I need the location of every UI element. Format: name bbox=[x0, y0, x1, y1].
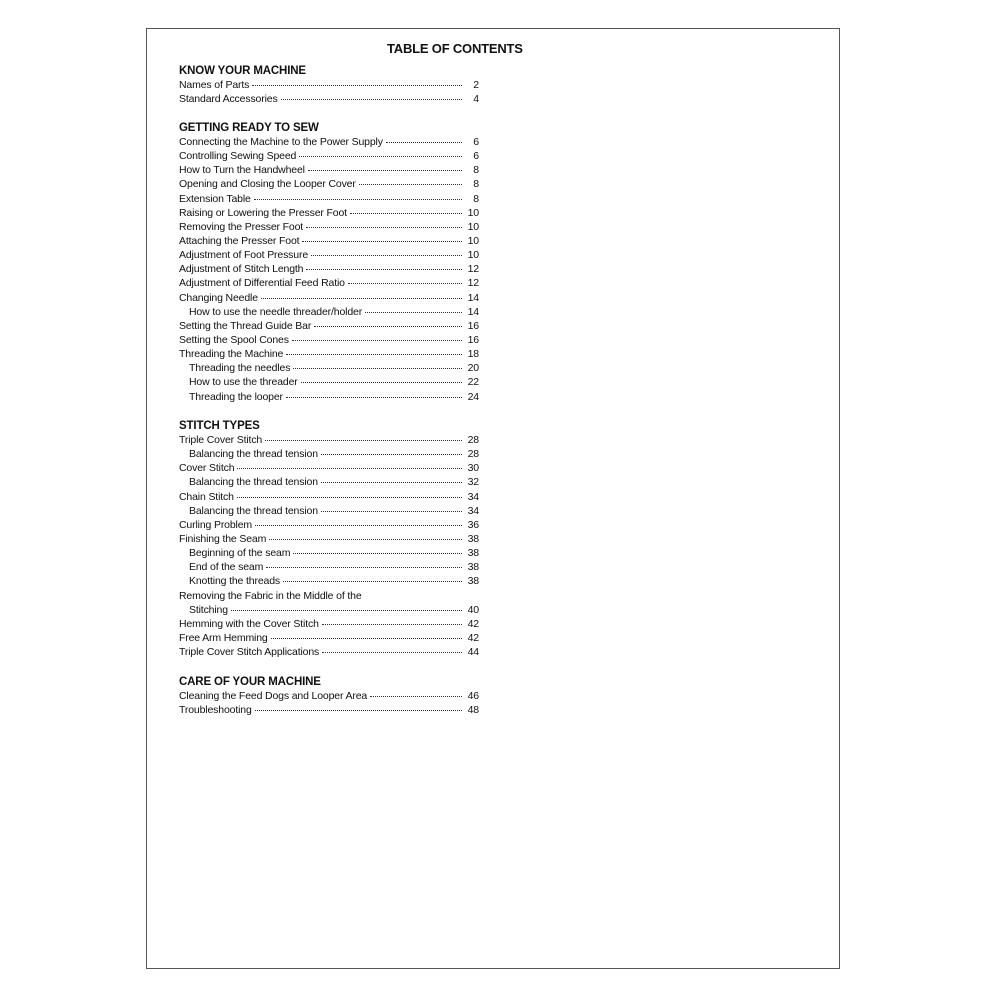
dot-leader bbox=[255, 710, 462, 711]
section-heading: KNOW YOUR MACHINE bbox=[179, 65, 306, 77]
section-heading: STITCH TYPES bbox=[179, 420, 260, 432]
toc-entry[interactable] bbox=[179, 333, 479, 347]
toc-entry[interactable] bbox=[179, 518, 479, 532]
toc-entry-page-number: 42 bbox=[467, 631, 479, 644]
dot-leader bbox=[302, 241, 462, 242]
toc-entry-label: Threading the Machine bbox=[179, 348, 284, 361]
dot-leader bbox=[237, 497, 462, 498]
toc-entry[interactable] bbox=[179, 192, 479, 206]
toc-entry-label: Free Arm Hemming bbox=[179, 631, 268, 644]
dot-leader bbox=[322, 652, 462, 653]
toc-entry-page-number: 10 bbox=[467, 206, 479, 219]
toc-section bbox=[179, 121, 479, 404]
toc-entry-page-number: 38 bbox=[467, 575, 479, 588]
toc-entry-page-number: 20 bbox=[467, 362, 479, 375]
dot-leader bbox=[386, 142, 462, 143]
toc-entry-label: Threading the needles bbox=[189, 362, 291, 375]
dot-leader bbox=[321, 454, 462, 455]
dot-leader bbox=[265, 440, 462, 441]
dot-leader bbox=[286, 354, 462, 355]
dot-leader bbox=[311, 255, 462, 256]
toc-entry-label: Removing the Presser Foot bbox=[179, 220, 304, 233]
toc-entry[interactable] bbox=[179, 617, 479, 631]
toc-entry-page-number: 42 bbox=[467, 617, 479, 630]
dot-leader bbox=[350, 213, 462, 214]
toc-entry-label: Balancing the thread tension bbox=[189, 448, 318, 461]
toc-entry-page-number: 46 bbox=[467, 690, 479, 702]
toc-entry[interactable] bbox=[179, 234, 479, 248]
toc-entry-label: Chain Stitch bbox=[179, 490, 234, 503]
toc-entry-label: Controlling Sewing Speed bbox=[179, 150, 297, 163]
toc-entry-page-number: 6 bbox=[473, 150, 479, 163]
toc-entry-label: Triple Cover Stitch Applications bbox=[179, 646, 320, 659]
toc-entry-label: How to use the threader bbox=[189, 376, 298, 389]
toc-entry[interactable] bbox=[179, 574, 479, 588]
toc-entry-label: Names of Parts bbox=[179, 79, 250, 91]
toc-entry-page-number: 48 bbox=[467, 704, 479, 717]
toc-entry-label: Beginning of the seam bbox=[189, 547, 291, 560]
toc-entry[interactable] bbox=[179, 92, 479, 106]
toc-entry-page-number: 38 bbox=[467, 532, 479, 545]
toc-entry-label: Threading the looper bbox=[189, 390, 283, 403]
toc-entry-label: Setting the Thread Guide Bar bbox=[179, 319, 312, 332]
toc-entry-page-number: 10 bbox=[467, 249, 479, 262]
toc-entry-page-number: 38 bbox=[467, 547, 479, 560]
toc-entry-label: Extension Table bbox=[179, 192, 251, 205]
toc-entry-label: Adjustment of Differential Feed Ratio bbox=[179, 277, 345, 290]
dot-leader bbox=[322, 624, 462, 625]
toc-entry[interactable] bbox=[179, 149, 479, 163]
toc-entry-page-number: 8 bbox=[473, 164, 479, 177]
toc-entry-page-number: 16 bbox=[467, 333, 479, 346]
toc-entry-page-number: 12 bbox=[467, 263, 479, 276]
toc-entry-page-number: 22 bbox=[467, 376, 479, 389]
toc-entry-page-number: 40 bbox=[467, 603, 479, 616]
toc-entry[interactable] bbox=[179, 703, 479, 717]
dot-leader bbox=[252, 85, 462, 86]
toc-entry-page-number: 6 bbox=[473, 136, 479, 148]
toc-entry-page-number: 18 bbox=[467, 348, 479, 361]
toc-entry-label: Knotting the threads bbox=[189, 575, 280, 588]
toc-entry-label: Setting the Spool Cones bbox=[179, 333, 289, 346]
dot-leader bbox=[292, 340, 462, 341]
toc-entry-page-number: 28 bbox=[467, 448, 479, 461]
document-page bbox=[146, 28, 840, 969]
page-title: TABLE OF CONTENTS bbox=[387, 41, 523, 56]
toc-entry-label: Balancing the thread tension bbox=[189, 476, 318, 489]
toc-entry-label: Cover Stitch bbox=[179, 462, 235, 475]
toc-entry[interactable] bbox=[179, 135, 479, 149]
toc-entry[interactable] bbox=[179, 631, 479, 645]
dot-leader bbox=[255, 525, 462, 526]
dot-leader bbox=[293, 368, 462, 369]
toc-entry[interactable] bbox=[179, 447, 479, 461]
toc-entry[interactable] bbox=[179, 589, 479, 603]
toc-section bbox=[179, 64, 479, 106]
toc-entry[interactable] bbox=[179, 291, 479, 305]
toc-entry[interactable] bbox=[179, 248, 479, 262]
section-heading: CARE OF YOUR MACHINE bbox=[179, 676, 321, 688]
toc-entry-page-number: 36 bbox=[467, 518, 479, 531]
toc-entry[interactable] bbox=[179, 305, 479, 319]
toc-entry-label: Hemming with the Cover Stitch bbox=[179, 617, 319, 630]
dot-leader bbox=[321, 482, 462, 483]
toc-entry[interactable] bbox=[179, 461, 479, 475]
toc-entry[interactable] bbox=[179, 390, 479, 404]
toc-entry[interactable] bbox=[179, 163, 479, 177]
toc-entry-label: How to use the needle threader/holder bbox=[189, 305, 363, 318]
toc-entry-page-number: 30 bbox=[467, 462, 479, 475]
toc-section bbox=[179, 675, 479, 717]
dot-leader bbox=[314, 326, 462, 327]
toc-entry-page-number: 38 bbox=[467, 561, 479, 574]
toc-entry-label: Triple Cover Stitch bbox=[179, 434, 263, 446]
dot-leader bbox=[359, 184, 462, 185]
dot-leader bbox=[306, 269, 462, 270]
toc-entry[interactable] bbox=[179, 375, 479, 389]
toc-entry[interactable] bbox=[179, 546, 479, 560]
toc-entry[interactable] bbox=[179, 532, 479, 546]
dot-leader bbox=[365, 312, 462, 313]
dot-leader bbox=[293, 553, 462, 554]
dot-leader bbox=[283, 581, 462, 582]
toc-entry[interactable] bbox=[179, 276, 479, 290]
toc-entry-label: Raising or Lowering the Presser Foot bbox=[179, 206, 347, 219]
toc-entry-page-number: 8 bbox=[473, 192, 479, 205]
toc-entry-label: Adjustment of Stitch Length bbox=[179, 263, 304, 276]
toc-entry-label: Stitching bbox=[189, 603, 228, 616]
dot-leader bbox=[269, 539, 462, 540]
section-heading: GETTING READY TO SEW bbox=[179, 122, 319, 134]
toc-entry[interactable] bbox=[179, 206, 479, 220]
dot-leader bbox=[370, 696, 462, 697]
toc-entry-label: Curling Problem bbox=[179, 518, 253, 531]
toc-entry[interactable] bbox=[179, 262, 479, 276]
toc-entry-page-number: 14 bbox=[467, 291, 479, 304]
toc-entry-page-number: 28 bbox=[467, 434, 479, 446]
toc-entry-page-number: 14 bbox=[467, 305, 479, 318]
toc-entry[interactable] bbox=[179, 490, 479, 504]
toc-entry-label: Troubleshooting bbox=[179, 704, 252, 717]
dot-leader bbox=[286, 397, 462, 398]
dot-leader bbox=[254, 199, 462, 200]
toc-entry-page-number: 24 bbox=[467, 390, 479, 403]
dot-leader bbox=[348, 283, 462, 284]
toc-entry-page-number: 44 bbox=[467, 646, 479, 659]
toc-entry-label: Standard Accessories bbox=[179, 93, 278, 106]
toc-entry[interactable] bbox=[179, 689, 479, 703]
dot-leader bbox=[301, 382, 462, 383]
toc-entry[interactable] bbox=[179, 220, 479, 234]
toc-entry-label: Balancing the thread tension bbox=[189, 504, 318, 517]
dot-leader bbox=[266, 567, 462, 568]
toc-entry-label: Adjustment of Foot Pressure bbox=[179, 249, 309, 262]
toc-entry-label: Removing the Fabric in the Middle of the bbox=[179, 589, 362, 602]
toc-entry[interactable] bbox=[179, 603, 479, 617]
toc-entry-page-number: 34 bbox=[467, 504, 479, 517]
toc-entry[interactable] bbox=[179, 361, 479, 375]
toc-entry[interactable] bbox=[179, 347, 479, 361]
dot-leader bbox=[281, 99, 462, 100]
dot-leader bbox=[231, 610, 462, 611]
toc-entry[interactable] bbox=[179, 504, 479, 518]
toc-entry[interactable] bbox=[179, 560, 479, 574]
toc-entry-label: Opening and Closing the Looper Cover bbox=[179, 178, 356, 191]
dot-leader bbox=[261, 298, 462, 299]
toc-entry-page-number: 4 bbox=[473, 93, 479, 106]
toc-entry-page-number: 32 bbox=[467, 476, 479, 489]
toc-entry-label: Finishing the Seam bbox=[179, 532, 267, 545]
dot-leader bbox=[299, 156, 462, 157]
toc-entry[interactable] bbox=[179, 433, 479, 447]
toc-entry-page-number: 12 bbox=[467, 277, 479, 290]
dot-leader bbox=[237, 468, 462, 469]
toc-section bbox=[179, 419, 479, 659]
toc-entry-label: Changing Needle bbox=[179, 291, 258, 304]
toc-entry-label: How to Turn the Handwheel bbox=[179, 164, 305, 177]
toc-entry[interactable] bbox=[179, 177, 479, 191]
toc-entry-label: Cleaning the Feed Dogs and Looper Area bbox=[179, 690, 368, 702]
toc-entry-page-number: 2 bbox=[473, 79, 479, 91]
toc-entry[interactable] bbox=[179, 645, 479, 659]
dot-leader bbox=[321, 511, 462, 512]
toc-entry-label: Connecting the Machine to the Power Supply bbox=[179, 136, 383, 148]
toc-entry-page-number: 34 bbox=[467, 490, 479, 503]
toc-entry-label: End of the seam bbox=[189, 561, 264, 574]
dot-leader bbox=[271, 638, 462, 639]
toc-entry-label: Attaching the Presser Foot bbox=[179, 234, 300, 247]
toc-entry[interactable] bbox=[179, 78, 479, 92]
toc-entry-page-number: 10 bbox=[467, 220, 479, 233]
dot-leader bbox=[306, 227, 462, 228]
dot-leader bbox=[308, 170, 462, 171]
toc-entry[interactable] bbox=[179, 475, 479, 489]
toc-entry-page-number: 8 bbox=[473, 178, 479, 191]
toc-entry[interactable] bbox=[179, 319, 479, 333]
toc-entry-page-number: 16 bbox=[467, 319, 479, 332]
toc-entry-page-number: 10 bbox=[467, 234, 479, 247]
